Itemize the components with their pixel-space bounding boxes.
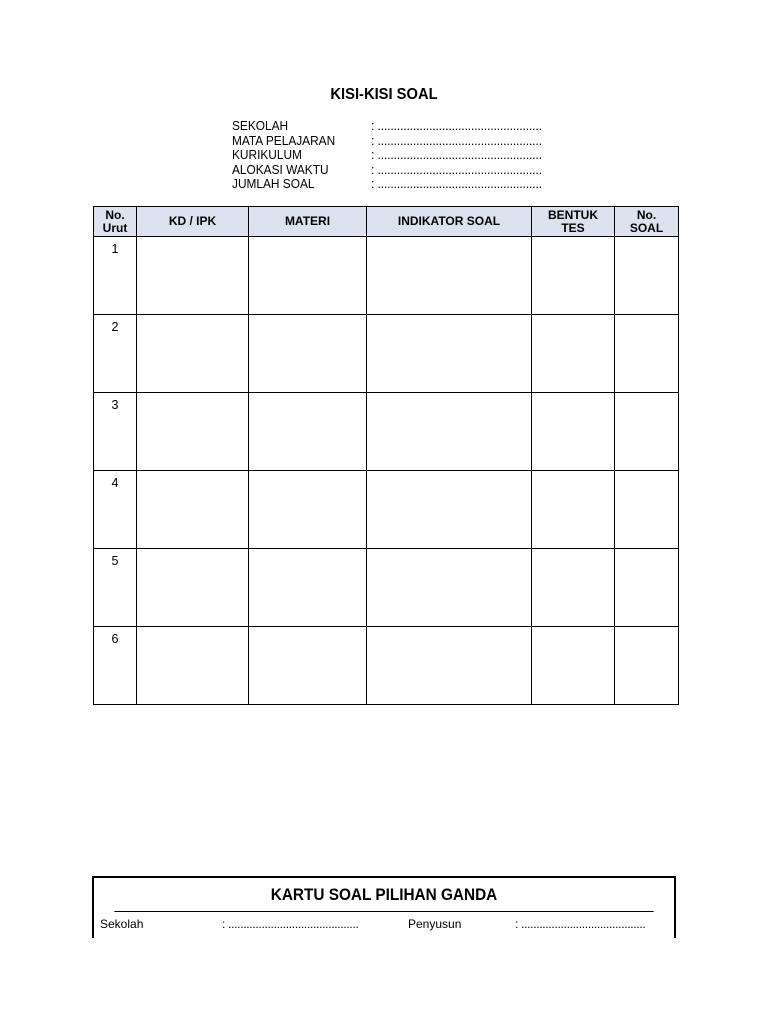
cell-no-soal[interactable]: [615, 315, 679, 393]
row-number: 2: [94, 315, 137, 393]
row-number: 3: [94, 393, 137, 471]
info-row-jumlah-soal: [232, 177, 542, 192]
cell-bentuk-tes[interactable]: [532, 315, 615, 393]
cell-materi[interactable]: [249, 471, 367, 549]
header-kd-ipk: KD / IPK: [137, 207, 249, 237]
cell-kd-ipk[interactable]: [137, 627, 249, 705]
table-row: [94, 627, 679, 705]
info-row-alokasi-waktu: [232, 163, 542, 178]
cell-indikator-soal[interactable]: [367, 315, 532, 393]
info-value: : ...................................................: [371, 162, 542, 177]
row-number: 6: [94, 627, 137, 705]
page-title: KISI-KISI SOAL: [330, 86, 438, 103]
kisi-kisi-table: [93, 206, 679, 705]
cell-indikator-soal[interactable]: [367, 549, 532, 627]
cell-indikator-soal[interactable]: [367, 627, 532, 705]
cell-kd-ipk[interactable]: [137, 471, 249, 549]
info-row-mata-pelajaran: [232, 134, 542, 149]
header-no-soal: No. SOAL: [615, 207, 679, 237]
cell-bentuk-tes[interactable]: [532, 237, 615, 315]
cell-bentuk-tes[interactable]: [532, 549, 615, 627]
info-value: : ...................................................: [371, 177, 542, 191]
cell-kd-ipk[interactable]: [137, 549, 249, 627]
cell-no-soal[interactable]: [615, 627, 679, 705]
card-title: KARTU SOAL PILIHAN GANDA: [114, 878, 653, 912]
cell-kd-ipk[interactable]: [137, 237, 249, 315]
cell-materi[interactable]: [249, 237, 367, 315]
header-bentuk-tes: BENTUK TES: [532, 207, 615, 237]
info-label: JUMLAH SOAL: [232, 177, 315, 191]
cell-indikator-soal[interactable]: [367, 237, 532, 315]
table-row: [94, 549, 679, 627]
cell-kd-ipk[interactable]: [137, 393, 249, 471]
info-value: : ...................................................: [371, 119, 542, 133]
penyusun-label: Penyusun: [408, 917, 462, 931]
cell-bentuk-tes[interactable]: [532, 471, 615, 549]
header-no-urut: No. Urut: [94, 207, 137, 237]
info-label: SEKOLAH: [232, 119, 289, 133]
cell-indikator-soal[interactable]: [367, 393, 532, 471]
cell-materi[interactable]: [249, 315, 367, 393]
cell-materi[interactable]: [249, 549, 367, 627]
row-number: 1: [94, 237, 137, 315]
info-row-kurikulum: [232, 148, 542, 163]
info-value: : ...................................................: [371, 148, 542, 162]
sekolah-value: : ...........................................: [222, 917, 359, 931]
info-label: MATA PELAJARAN: [232, 133, 336, 148]
cell-no-soal[interactable]: [615, 471, 679, 549]
cell-bentuk-tes[interactable]: [532, 627, 615, 705]
header-indikator-soal: INDIKATOR SOAL: [367, 207, 532, 237]
cell-no-soal[interactable]: [615, 237, 679, 315]
info-block: [232, 119, 542, 192]
table-row: [94, 315, 679, 393]
cell-bentuk-tes[interactable]: [532, 393, 615, 471]
table-row: [94, 393, 679, 471]
header-materi: MATERI: [249, 207, 367, 237]
info-row-sekolah: [232, 119, 542, 134]
row-number: 4: [94, 471, 137, 549]
cell-materi[interactable]: [249, 627, 367, 705]
table-row: [94, 471, 679, 549]
cell-indikator-soal[interactable]: [367, 471, 532, 549]
row-number: 5: [94, 549, 137, 627]
info-label: KURIKULUM: [232, 148, 302, 162]
penyusun-value: : .........................................: [515, 917, 646, 931]
table-header-row: [94, 207, 679, 237]
cell-materi[interactable]: [249, 393, 367, 471]
cell-kd-ipk[interactable]: [137, 315, 249, 393]
card-info-row: [94, 912, 674, 932]
cell-no-soal[interactable]: [615, 393, 679, 471]
cell-no-soal[interactable]: [615, 549, 679, 627]
info-value: : ...................................................: [371, 133, 542, 148]
sekolah-label: Sekolah: [100, 917, 144, 931]
table-row: [94, 237, 679, 315]
info-label: ALOKASI WAKTU: [232, 162, 329, 177]
kartu-soal-card: [92, 876, 676, 938]
